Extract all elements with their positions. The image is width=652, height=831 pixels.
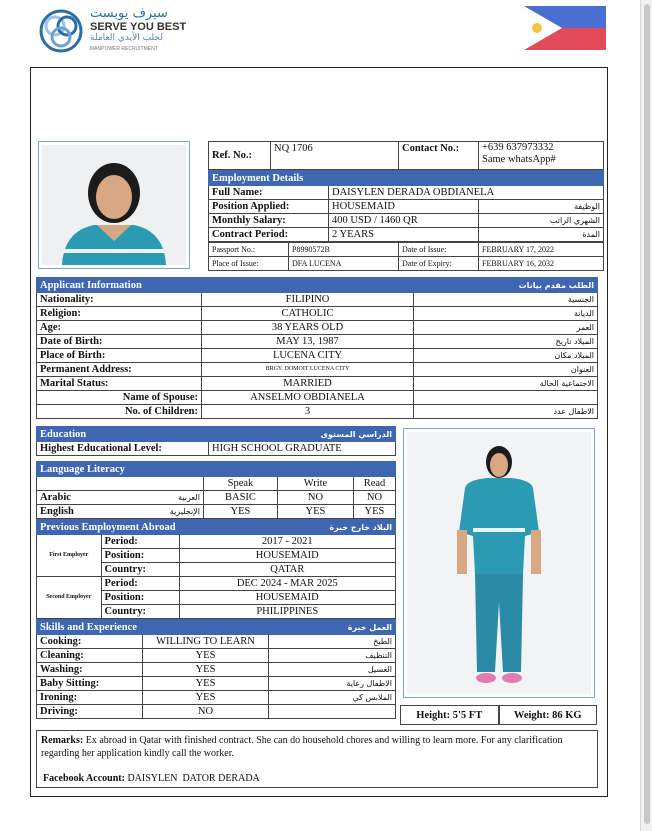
babysitting-value: YES — [143, 677, 269, 691]
education-header-arabic: الدراسي المستوى — [209, 427, 396, 442]
first-country-label: Country: — [101, 563, 179, 577]
first-employer-label: First Employer — [37, 535, 102, 577]
ref-value: NQ 1706 — [271, 142, 399, 170]
scrollbar-thumb[interactable] — [644, 4, 650, 824]
skills-header: Skills and Experience — [37, 620, 269, 635]
logo-arabic-subtext: لجلب الأيدي العاملة — [90, 33, 163, 43]
dob-value: MAY 13, 1987 — [202, 335, 414, 349]
spouse-arabic — [414, 391, 598, 405]
second-period-value: DEC 2024 - MAR 2025 — [179, 577, 395, 591]
arabic-write: NO — [277, 491, 353, 505]
arabic-lang-arabic: العربية — [101, 491, 204, 505]
children-value: 3 — [202, 405, 414, 419]
full-name-label: Full Name: — [209, 186, 329, 200]
col-write: Write — [277, 477, 353, 491]
logo-english-text: SERVE YOU BEST — [90, 21, 187, 33]
contact-number: +639 637973332 — [482, 142, 554, 153]
facebook-value: DAISYLEN DATOR DERADA — [127, 773, 260, 784]
employment-section — [208, 141, 604, 271]
expiry-date-value: FEBRUARY 16, 2032 — [479, 257, 604, 271]
remarks-box — [36, 730, 598, 788]
arabic-read: NO — [353, 491, 395, 505]
cleaning-label: Cleaning: — [37, 649, 143, 663]
second-period-label: Period: — [101, 577, 179, 591]
first-position-value: HOUSEMAID — [179, 549, 395, 563]
applicant-header-arabic: الطلب مقدم بيانات — [414, 278, 598, 293]
english-write: YES — [277, 505, 353, 519]
babysitting-label: Baby Sitting: — [37, 677, 143, 691]
marital-label: Marital Status: — [37, 377, 202, 391]
address-value: BRGY. DOMOIT LUCENA CITY — [202, 363, 414, 377]
logo-emblem-icon — [38, 8, 84, 54]
nationality-arabic: الجنسية — [414, 293, 598, 307]
dob-arabic: الميلاد تاريخ — [414, 335, 598, 349]
education-header: Education — [37, 427, 209, 442]
marital-arabic: الاجتماعية الحالة — [414, 377, 598, 391]
spouse-value: ANSELMO OBDIANELA — [202, 391, 414, 405]
cooking-value: WILLING TO LEARN — [143, 635, 269, 649]
babysitting-arabic: الاطفال رعاية — [269, 677, 396, 691]
weight-value: Weight: 86 KG — [499, 705, 598, 725]
contract-label: Contract Period: — [209, 228, 329, 242]
position-value: HOUSEMAID — [329, 200, 479, 214]
issue-date-label: Date of Issue: — [399, 243, 479, 257]
driving-label: Driving: — [37, 705, 143, 719]
language-blank-cell — [37, 477, 204, 491]
passport-value: P8990572B — [289, 243, 399, 257]
washing-value: YES — [143, 663, 269, 677]
dob-label: Date of Birth: — [37, 335, 202, 349]
salary-label: Monthly Salary: — [209, 214, 329, 228]
age-arabic: العمر — [414, 321, 598, 335]
previous-employment-table — [36, 519, 396, 619]
first-country-value: QATAR — [179, 563, 395, 577]
position-label: Position Applied: — [209, 200, 329, 214]
applicant-portrait-photo — [38, 141, 190, 269]
vertical-scrollbar[interactable] — [640, 0, 652, 831]
contact-cell — [479, 142, 604, 170]
birthplace-arabic: الميلاد مكان — [414, 349, 598, 363]
second-country-value: PHILIPPINES — [179, 605, 395, 619]
previous-header: Previous Employment Abroad — [37, 520, 180, 535]
driving-value: NO — [143, 705, 269, 719]
religion-label: Religion: — [37, 307, 202, 321]
arabic-speak: BASIC — [203, 491, 277, 505]
children-arabic: الاطفال عدد — [414, 405, 598, 419]
education-table — [36, 426, 396, 456]
driving-arabic — [269, 705, 396, 719]
nationality-value: FILIPINO — [202, 293, 414, 307]
second-position-label: Position: — [101, 591, 179, 605]
spouse-label: Name of Spouse: — [37, 391, 202, 405]
education-value: HIGH SCHOOL GRADUATE — [209, 442, 396, 456]
second-employer-label: Second Employer — [37, 577, 102, 619]
full-name-value: DAISYLEN DERADA OBDIANELA — [329, 186, 604, 200]
philippines-flag-icon — [524, 6, 606, 50]
applicant-header: Applicant Information — [37, 278, 414, 293]
place-issue-value: DFA LUCENA — [289, 257, 399, 271]
cleaning-value: YES — [143, 649, 269, 663]
employment-header: Employment Details — [209, 171, 604, 186]
applicant-section — [36, 277, 598, 419]
contract-value: 2 YEARS — [329, 228, 479, 242]
salary-arabic: الشهري الراتب — [479, 214, 604, 228]
english-lang-arabic: الإنجليزية — [101, 505, 204, 519]
contact-label: Contact No.: — [399, 142, 479, 170]
second-position-value: HOUSEMAID — [179, 591, 395, 605]
english-lang-label: English — [37, 505, 101, 519]
first-period-value: 2017 - 2021 — [179, 535, 395, 549]
language-table — [36, 461, 396, 519]
logo-subtext: MANPOWER RECRUITMENT — [90, 46, 158, 52]
birthplace-value: LUCENA CITY — [202, 349, 414, 363]
applicant-full-body-photo — [403, 428, 595, 698]
ironing-arabic: الملابس كي — [269, 691, 396, 705]
expiry-date-label: Date of Expiry: — [399, 257, 479, 271]
col-read: Read — [353, 477, 395, 491]
english-read: YES — [353, 505, 395, 519]
full-body-image — [407, 432, 591, 694]
cooking-arabic: الطبخ — [269, 635, 396, 649]
education-label: Highest Educational Level: — [37, 442, 209, 456]
col-speak: Speak — [203, 477, 277, 491]
religion-arabic: الديانة — [414, 307, 598, 321]
language-header: Language Literacy — [37, 462, 396, 477]
ref-label: Ref. No.: — [209, 142, 271, 170]
birthplace-label: Place of Birth: — [37, 349, 202, 363]
biodata-sheet — [30, 67, 608, 797]
position-arabic: الوظيفة — [479, 200, 604, 214]
facebook-label: Facebook Account: — [43, 773, 125, 784]
english-speak: YES — [203, 505, 277, 519]
salary-value: 400 USD / 1460 QR — [329, 214, 479, 228]
first-period-label: Period: — [101, 535, 179, 549]
height-value: Height: 5'5 FT — [400, 705, 499, 725]
measurements-row — [400, 705, 597, 725]
address-label: Permanent Address: — [37, 363, 202, 377]
passport-label: Passport No.: — [209, 243, 289, 257]
left-column — [36, 426, 396, 719]
second-country-label: Country: — [101, 605, 179, 619]
issue-date-value: FEBRUARY 17, 2022 — [479, 243, 604, 257]
age-label: Age: — [37, 321, 202, 335]
previous-header-arabic: البلاد خارج خبرة — [179, 520, 395, 535]
company-logo — [38, 6, 188, 54]
remarks-text: Ex abroad in Qatar with finished contract. She can do household chores and willing to learn more. For any clarification regarding her application kindly call the worker. — [41, 735, 563, 759]
logo-arabic-text: سيرف يوبست — [90, 6, 168, 21]
place-issue-label: Place of Issue: — [209, 257, 289, 271]
marital-value: MARRIED — [202, 377, 414, 391]
skills-table — [36, 619, 396, 719]
cleaning-arabic: التنظيف — [269, 649, 396, 663]
children-label: No. of Children: — [37, 405, 202, 419]
arabic-lang-label: Arabic — [37, 491, 101, 505]
address-arabic: العنوان — [414, 363, 598, 377]
cooking-label: Cooking: — [37, 635, 143, 649]
religion-value: CATHOLIC — [202, 307, 414, 321]
portrait-image — [42, 145, 186, 265]
age-value: 38 YEARS OLD — [202, 321, 414, 335]
ironing-label: Ironing: — [37, 691, 143, 705]
contact-note: Same whatsApp# — [482, 154, 556, 165]
first-position-label: Position: — [101, 549, 179, 563]
facebook-account — [43, 772, 260, 785]
ironing-value: YES — [143, 691, 269, 705]
remarks-label: Remarks: — [41, 735, 84, 746]
washing-label: Washing: — [37, 663, 143, 677]
contract-arabic: المدة — [479, 228, 604, 242]
nationality-label: Nationality: — [37, 293, 202, 307]
skills-header-arabic: العمل خبرة — [269, 620, 396, 635]
washing-arabic: الغسيل — [269, 663, 396, 677]
